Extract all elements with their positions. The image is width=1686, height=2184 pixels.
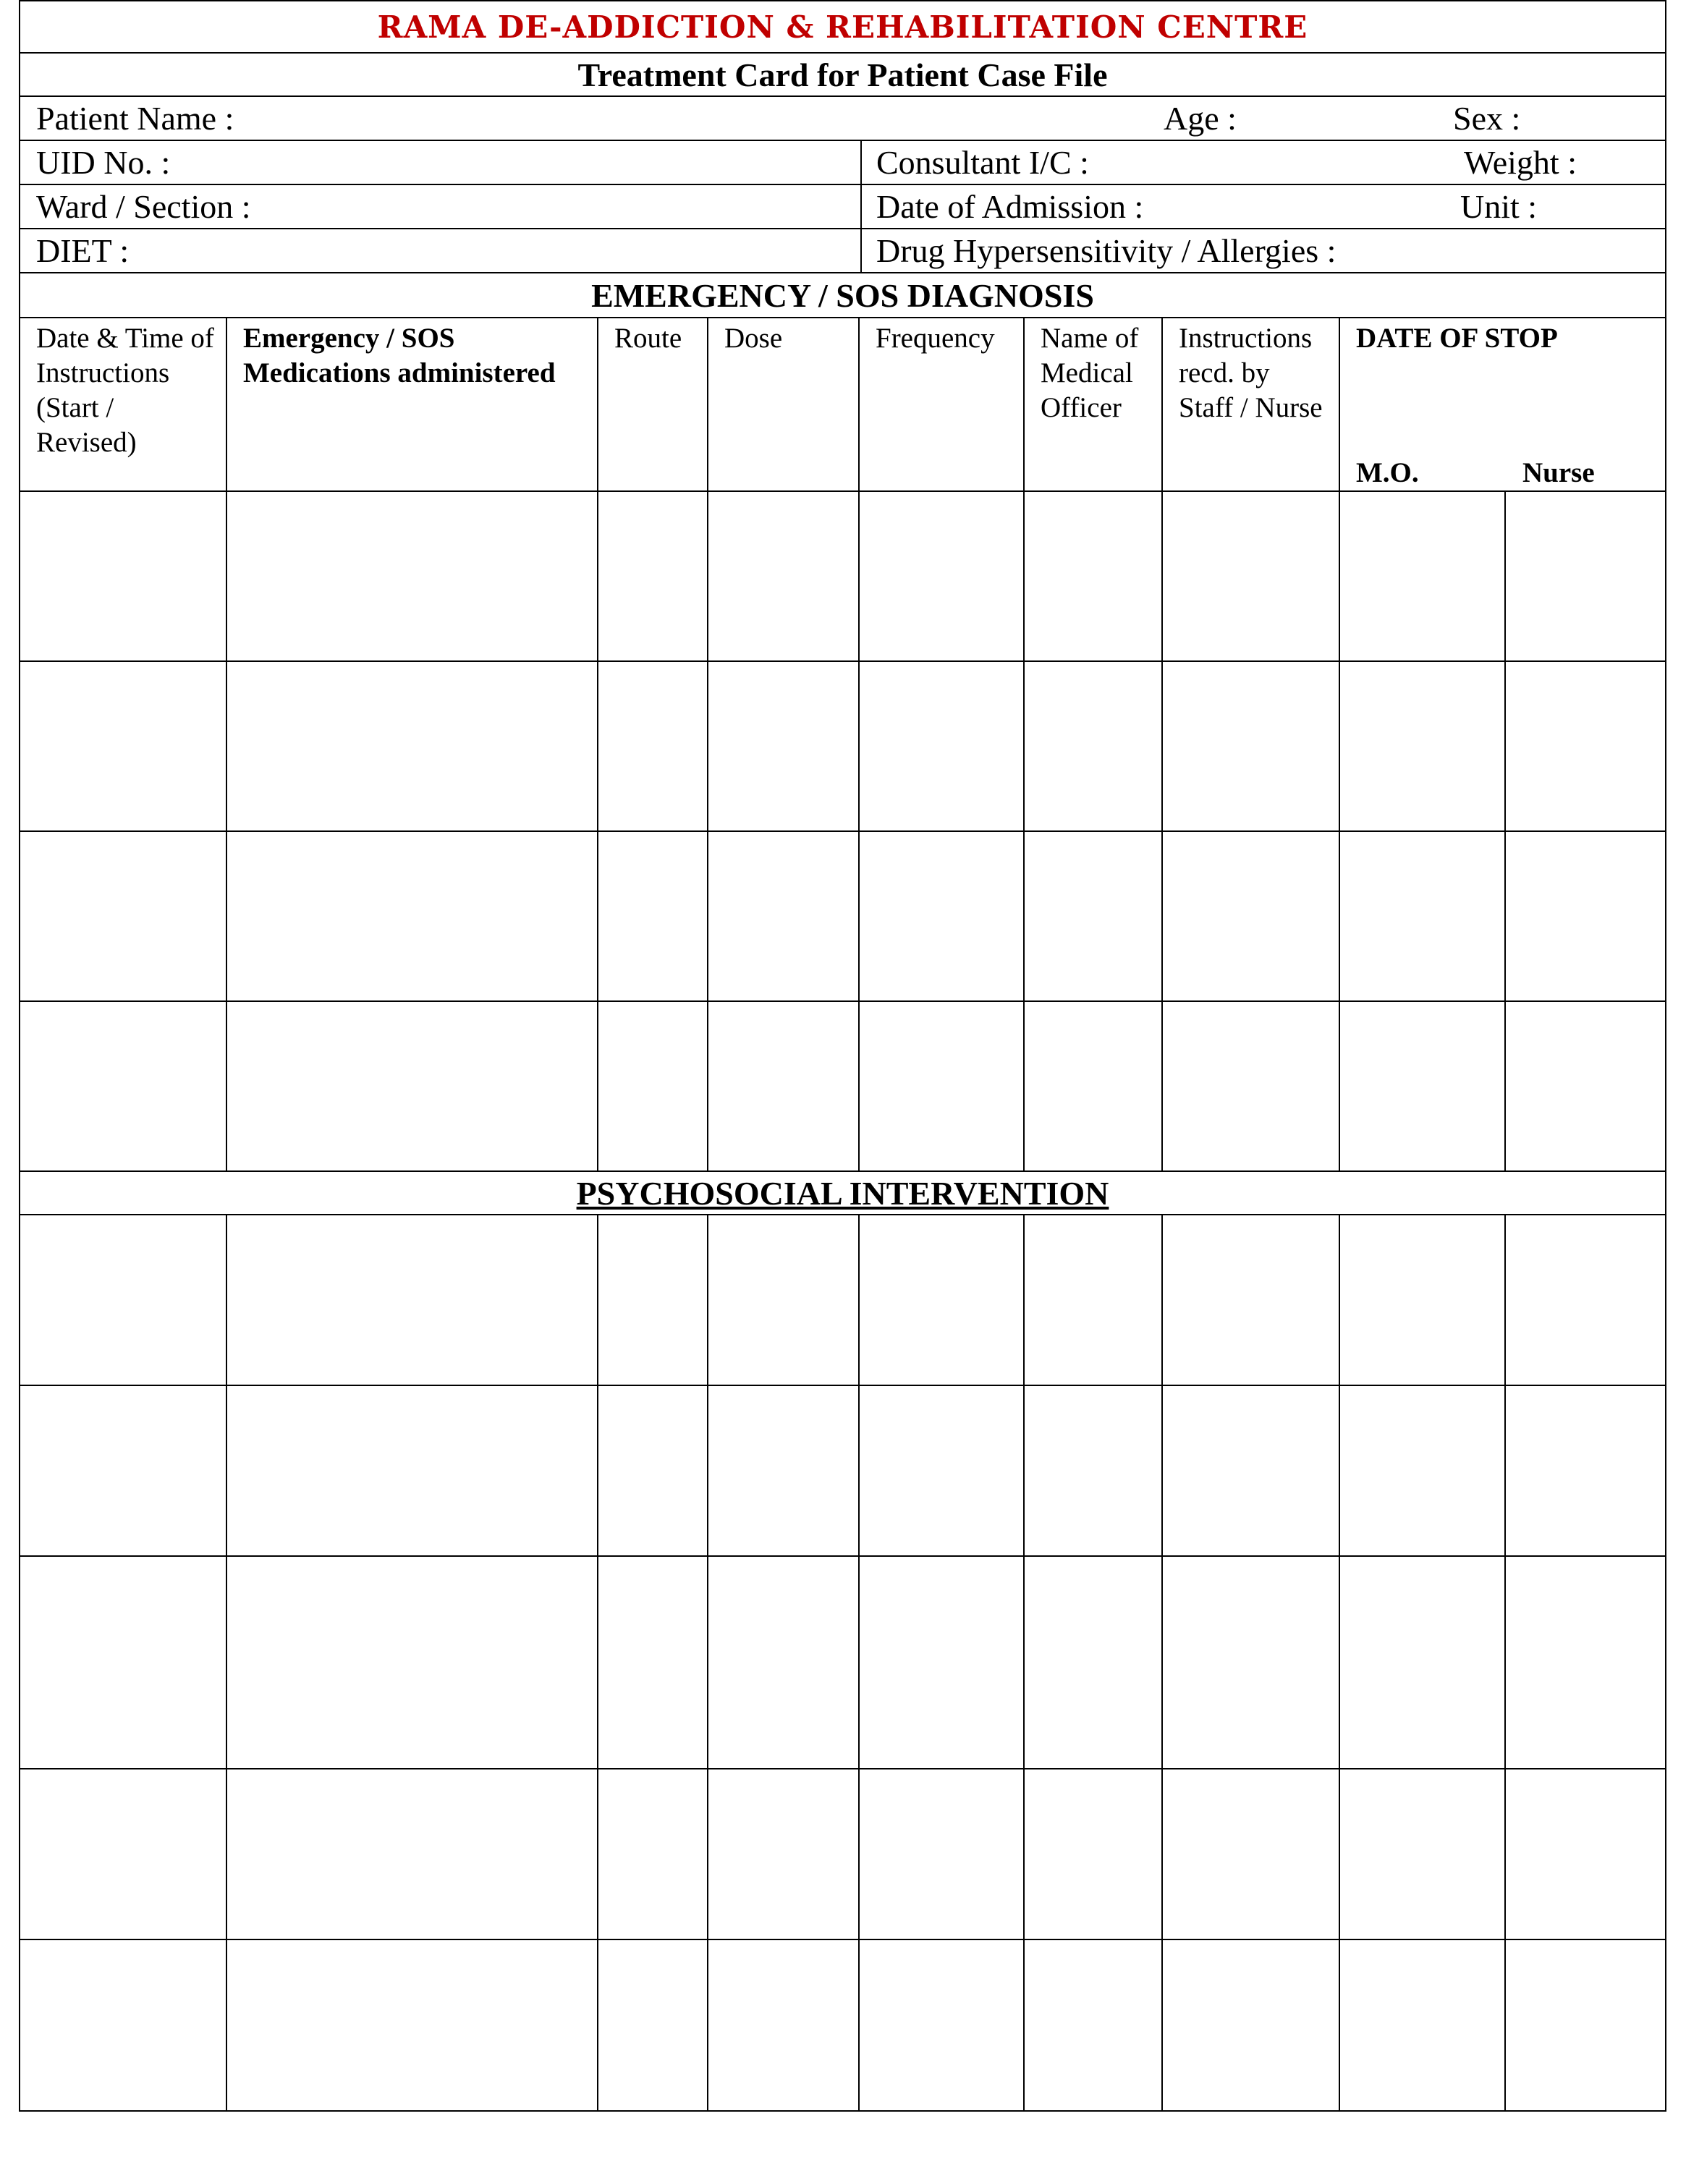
emergency-table-cell[interactable]	[598, 1002, 708, 1170]
psychosocial-table-cell[interactable]	[1506, 1557, 1666, 1768]
psychosocial-table-cell[interactable]	[1163, 1557, 1340, 1768]
emergency-table-cell[interactable]	[1025, 1002, 1163, 1170]
emergency-table-cell[interactable]	[227, 492, 598, 660]
emergency-table-cell[interactable]	[227, 1002, 598, 1170]
psychosocial-table-cell[interactable]	[1025, 1557, 1163, 1768]
psychosocial-table-cell[interactable]	[708, 1557, 860, 1768]
weight-label: Weight :	[1464, 144, 1577, 181]
diet-label: DIET :	[36, 232, 130, 269]
psychosocial-table-cell[interactable]	[598, 1769, 708, 1939]
psychosocial-table-cell[interactable]	[1025, 1940, 1163, 2110]
emergency-table-cell[interactable]	[1025, 662, 1163, 830]
psychosocial-table-cell[interactable]	[1506, 1940, 1666, 2110]
col-date-of-stop	[1340, 318, 1666, 490]
psychosocial-table-cell[interactable]	[1163, 1940, 1340, 2110]
emergency-table-cell[interactable]	[1506, 492, 1666, 660]
emergency-table-cell[interactable]	[1163, 1002, 1340, 1170]
ward-label: Ward / Section :	[36, 188, 251, 225]
emergency-table-row	[20, 1002, 1665, 1172]
info-row-patient	[20, 97, 1665, 141]
emergency-table-cell[interactable]	[20, 492, 227, 660]
psychosocial-table-cell[interactable]	[227, 1557, 598, 1768]
psychosocial-table-cell[interactable]	[1163, 1386, 1340, 1555]
emergency-table-row	[20, 832, 1665, 1002]
psychosocial-table-cell[interactable]	[1506, 1215, 1666, 1385]
psychosocial-table-cell[interactable]	[598, 1386, 708, 1555]
emergency-section-title: EMERGENCY / SOS DIAGNOSIS	[20, 273, 1665, 318]
organization-name: RAMA DE-ADDICTION & REHABILITATION CENTRE	[20, 1, 1665, 54]
psychosocial-table-cell[interactable]	[20, 1940, 227, 2110]
info-divider	[860, 141, 862, 184]
admission-date-label: Date of Admission :	[876, 188, 1144, 225]
emergency-table-cell[interactable]	[1340, 832, 1506, 1000]
psychosocial-table-cell[interactable]	[1340, 1940, 1506, 2110]
psychosocial-table-cell[interactable]	[227, 1215, 598, 1385]
emergency-table-cell[interactable]	[860, 662, 1025, 830]
psychosocial-table-cell[interactable]	[708, 1215, 860, 1385]
psychosocial-table-cell[interactable]	[860, 1940, 1025, 2110]
psychosocial-table-cell[interactable]	[708, 1386, 860, 1555]
emergency-table-cell[interactable]	[708, 662, 860, 830]
emergency-table-cell[interactable]	[598, 662, 708, 830]
unit-label: Unit :	[1460, 188, 1538, 225]
col-route: Route	[598, 318, 708, 490]
psychosocial-table-cell[interactable]	[1340, 1215, 1506, 1385]
emergency-table-cell[interactable]	[1025, 832, 1163, 1000]
psychosocial-table-row	[20, 1557, 1665, 1769]
emergency-table-cell[interactable]	[227, 662, 598, 830]
emergency-table-cell[interactable]	[1025, 492, 1163, 660]
age-label: Age :	[1164, 100, 1237, 137]
date-of-stop-label: DATE OF STOP	[1356, 323, 1558, 354]
col-dose: Dose	[708, 318, 860, 490]
treatment-card	[19, 0, 1666, 2112]
emergency-table-cell[interactable]	[20, 662, 227, 830]
psychosocial-table-cell[interactable]	[860, 1215, 1025, 1385]
psychosocial-table-cell[interactable]	[20, 1769, 227, 1939]
emergency-table-cell[interactable]	[708, 1002, 860, 1170]
info-divider	[860, 229, 862, 272]
psychosocial-title-text: PSYCHOSOCIAL INTERVENTION	[576, 1174, 1109, 1212]
psychosocial-table-cell[interactable]	[860, 1386, 1025, 1555]
psychosocial-table-cell[interactable]	[20, 1386, 227, 1555]
psychosocial-table-cell[interactable]	[1025, 1386, 1163, 1555]
psychosocial-table-cell[interactable]	[708, 1769, 860, 1939]
psychosocial-table-cell[interactable]	[1163, 1769, 1340, 1939]
col-mo: M.O.	[1356, 457, 1419, 488]
psychosocial-table-cell[interactable]	[1340, 1386, 1506, 1555]
psychosocial-table-cell[interactable]	[227, 1386, 598, 1555]
emergency-table-cell[interactable]	[708, 492, 860, 660]
info-row-diet	[20, 229, 1665, 273]
psychosocial-table-cell[interactable]	[860, 1769, 1025, 1939]
col-frequency: Frequency	[860, 318, 1025, 490]
emergency-table-cell[interactable]	[1506, 832, 1666, 1000]
emergency-table-cell[interactable]	[860, 492, 1025, 660]
psychosocial-table-cell[interactable]	[1025, 1769, 1163, 1939]
psychosocial-table-cell[interactable]	[227, 1769, 598, 1939]
col-date-time: Date & Time of Instructions (Start / Revised)	[20, 318, 227, 490]
emergency-table-cell[interactable]	[1340, 662, 1506, 830]
emergency-table-cell[interactable]	[708, 832, 860, 1000]
emergency-table-cell[interactable]	[1163, 662, 1340, 830]
psychosocial-table-cell[interactable]	[1340, 1769, 1506, 1939]
psychosocial-table-cell[interactable]	[598, 1215, 708, 1385]
info-row-ward	[20, 185, 1665, 229]
psychosocial-table-row	[20, 1215, 1665, 1386]
emergency-table-cell[interactable]	[20, 1002, 227, 1170]
emergency-table-cell[interactable]	[20, 832, 227, 1000]
psychosocial-table-cell[interactable]	[1506, 1769, 1666, 1939]
psychosocial-table-cell[interactable]	[1340, 1557, 1506, 1768]
psychosocial-table-cell[interactable]	[1506, 1386, 1666, 1555]
psychosocial-section-title	[20, 1172, 1665, 1215]
emergency-table-cell[interactable]	[227, 832, 598, 1000]
info-row-uid	[20, 141, 1665, 185]
allergies-label: Drug Hypersensitivity / Allergies :	[876, 232, 1336, 269]
sex-label: Sex :	[1453, 100, 1521, 137]
emergency-table-cell[interactable]	[860, 832, 1025, 1000]
psychosocial-table-cell[interactable]	[860, 1557, 1025, 1768]
emergency-table-cell[interactable]	[1340, 492, 1506, 660]
col-medical-officer: Name of Medical Officer	[1025, 318, 1163, 490]
emergency-table-row	[20, 662, 1665, 832]
psychosocial-table-cell[interactable]	[1025, 1215, 1163, 1385]
col-instructions-recd: Instructions recd. by Staff / Nurse	[1163, 318, 1340, 490]
emergency-table-cell[interactable]	[860, 1002, 1025, 1170]
psychosocial-table-cell[interactable]	[227, 1940, 598, 2110]
psychosocial-table-cell[interactable]	[708, 1940, 860, 2110]
col-nurse: Nurse	[1522, 457, 1595, 488]
info-divider	[860, 185, 862, 228]
emergency-table-cell[interactable]	[598, 832, 708, 1000]
emergency-table-row	[20, 492, 1665, 662]
psychosocial-table-cell[interactable]	[598, 1557, 708, 1768]
patient-name-label: Patient Name :	[36, 100, 234, 137]
emergency-table-cell[interactable]	[598, 492, 708, 660]
psychosocial-table-cell[interactable]	[598, 1940, 708, 2110]
psychosocial-table-row	[20, 1769, 1665, 1940]
psychosocial-table-row	[20, 1940, 1665, 2112]
psychosocial-table-cell[interactable]	[1163, 1215, 1340, 1385]
emergency-table-cell[interactable]	[1163, 832, 1340, 1000]
psychosocial-table-cell[interactable]	[20, 1215, 227, 1385]
psychosocial-table-cell[interactable]	[20, 1557, 227, 1768]
psychosocial-table-row	[20, 1386, 1665, 1557]
consultant-label: Consultant I/C :	[876, 144, 1089, 181]
card-title: Treatment Card for Patient Case File	[20, 54, 1665, 97]
emergency-table-cell[interactable]	[1506, 1002, 1666, 1170]
emergency-table-cell[interactable]	[1340, 1002, 1506, 1170]
emergency-table-cell[interactable]	[1506, 662, 1666, 830]
col-medications: Emergency / SOS Medications administered	[227, 318, 598, 490]
uid-label: UID No. :	[36, 144, 171, 181]
emergency-table-header	[20, 318, 1665, 492]
emergency-table-cell[interactable]	[1163, 492, 1340, 660]
